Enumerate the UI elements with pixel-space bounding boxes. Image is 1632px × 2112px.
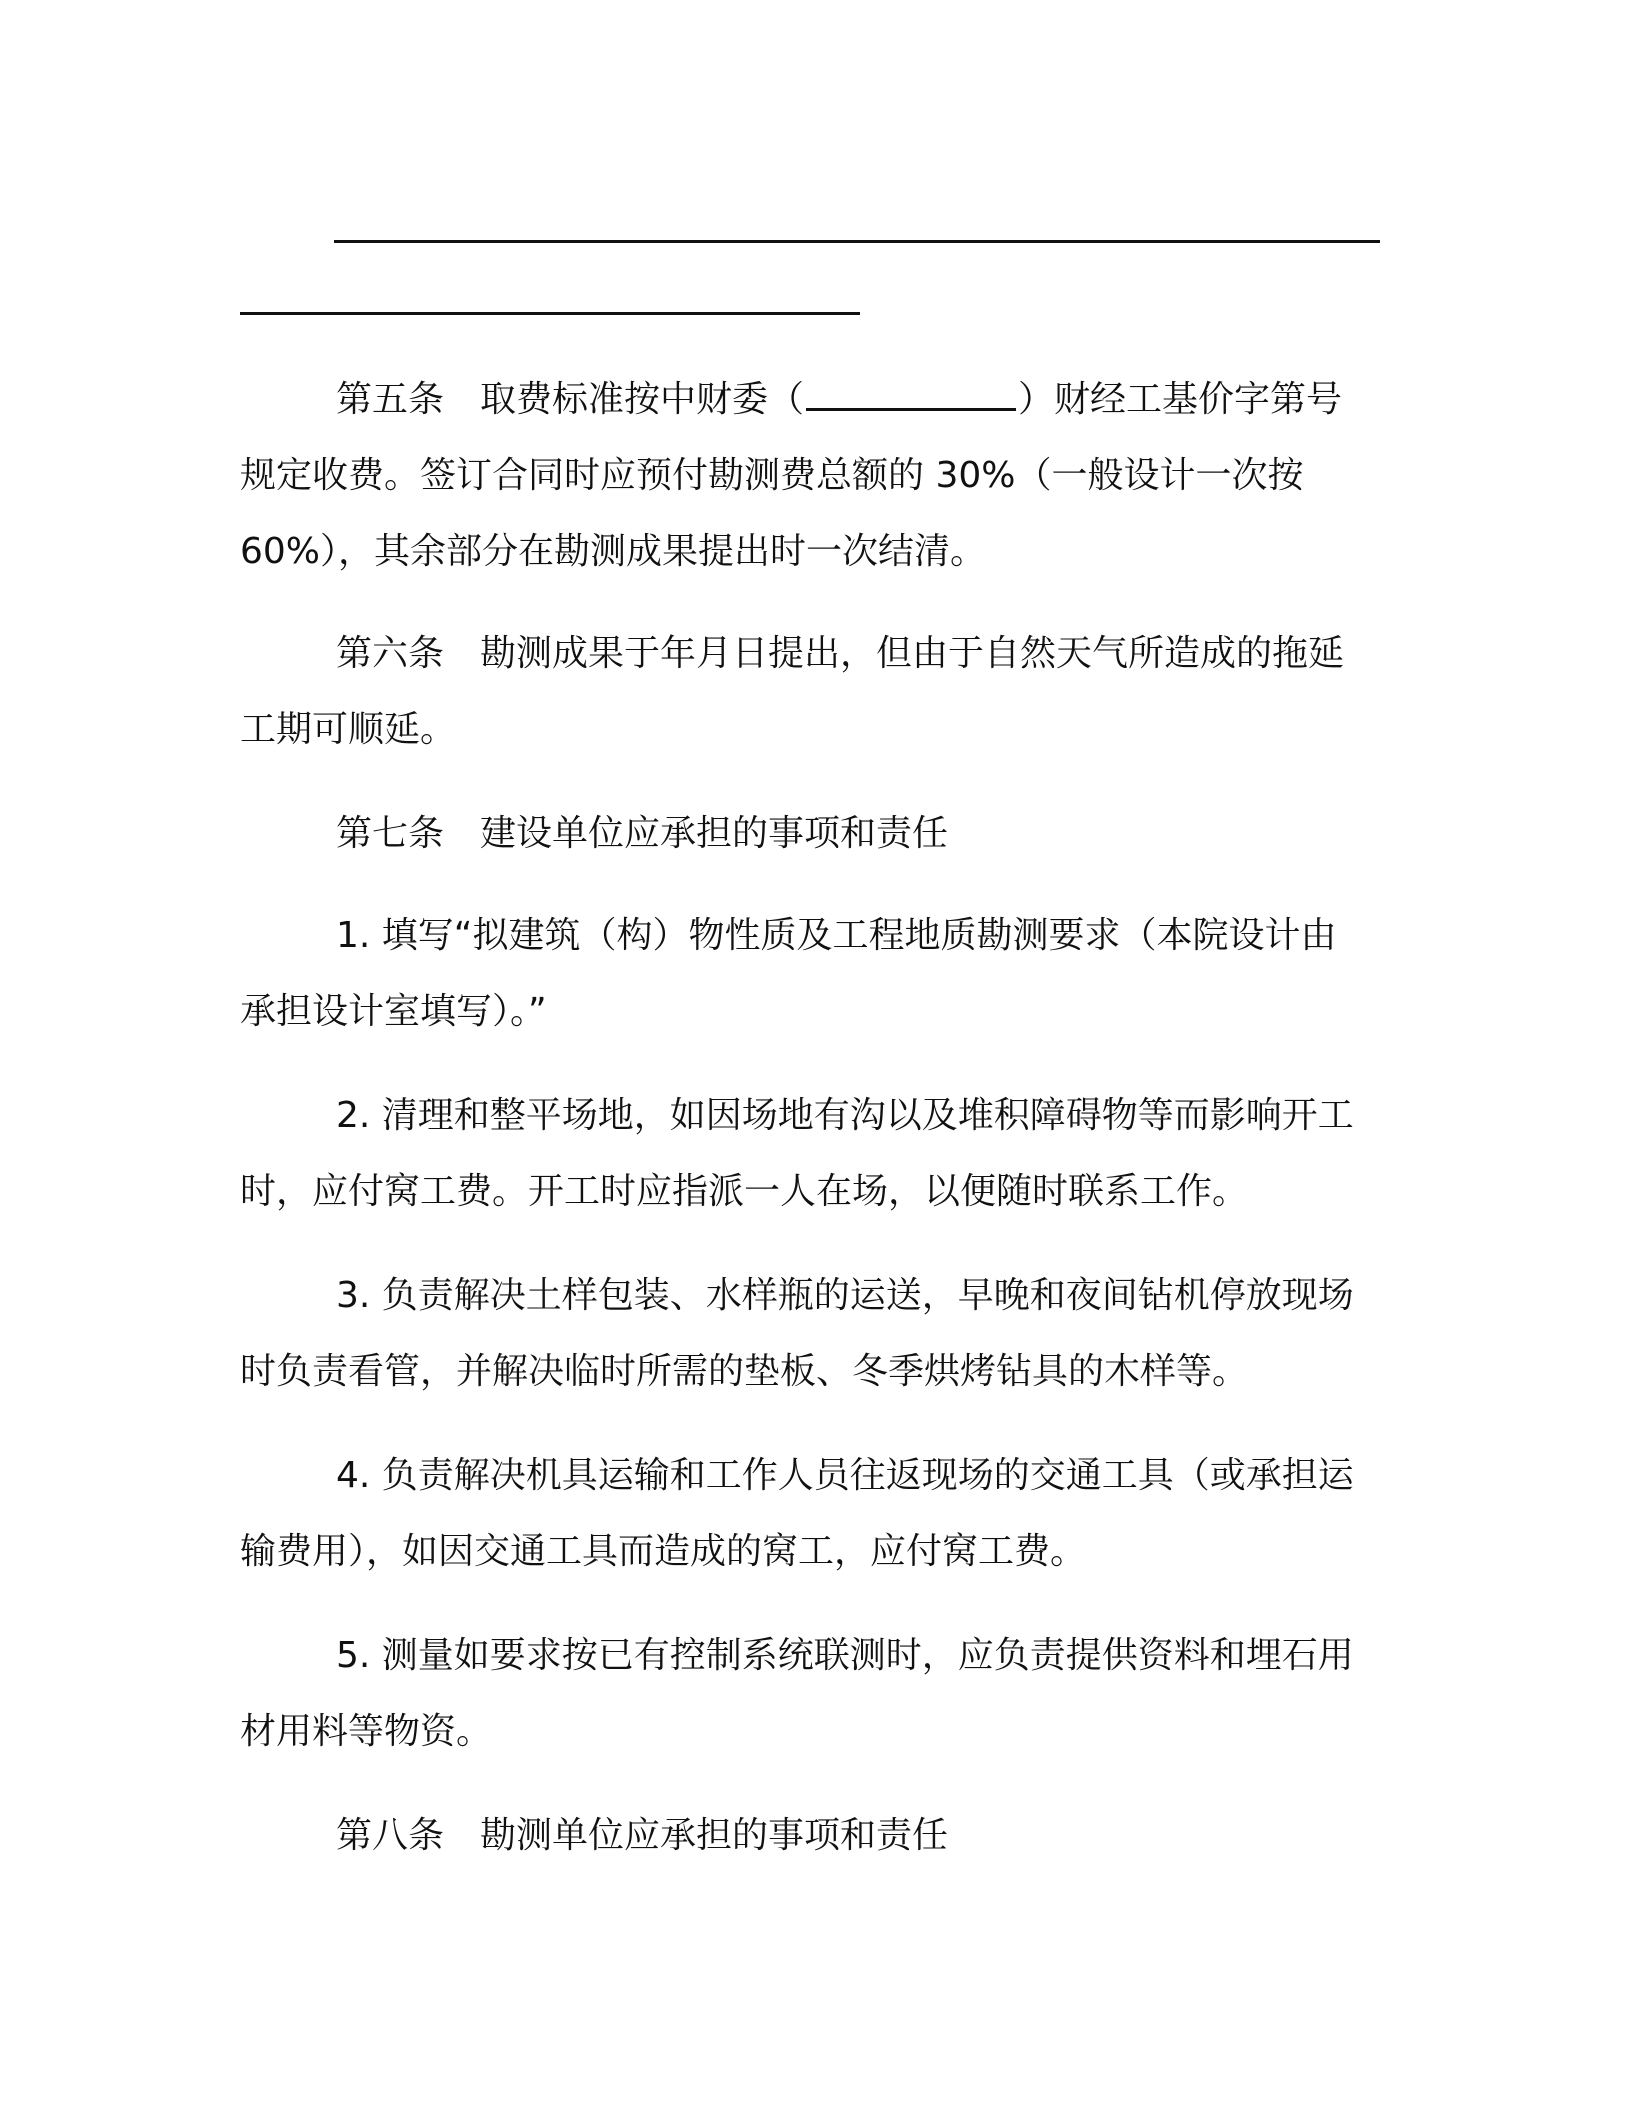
article-6-line-2: 工期可顺延。 (240, 709, 457, 750)
item-4-line-2: 输费用），如因交通工具而造成的窝工，应付窝工费。 (240, 1531, 1087, 1572)
article-5-text-b: ）财经工基价字第号 (1018, 379, 1343, 420)
article-6-text: 勘测成果于年月日提出，但由于自然天气所造成的拖延 (480, 633, 1345, 674)
article-7-heading (336, 810, 1380, 858)
blank-rule-2 (240, 312, 860, 315)
article-5-line-2: 规定收费。签订合同时应预付勘测费总额的 30%（一般设计一次按 (240, 455, 1304, 496)
item-1-line-2: 承担设计室填写）。” (240, 991, 547, 1032)
article-8-heading (336, 1812, 1380, 1860)
article-5-text-a: 取费标准按中财委（ (480, 379, 805, 420)
item-2-line-2: 时，应付窝工费。开工时应指派一人在场，以便随时联系工作。 (240, 1171, 1249, 1212)
item-5-line-1: 5. 测量如要求按已有控制系统联测时，应负责提供资料和埋石用 (336, 1635, 1354, 1676)
article-7-title: 建设单位应承担的事项和责任 (480, 813, 949, 854)
article-5-line-1 (336, 376, 1380, 424)
item-4-line-1: 4. 负责解决机具运输和工作人员往返现场的交通工具（或承担运 (336, 1455, 1354, 1496)
article-5-number: 第五条 (336, 379, 445, 420)
blank-rule-1 (334, 240, 1380, 243)
fill-in-blank (806, 378, 1016, 411)
item-1-line-1: 1. 填写“拟建筑（构）物性质及工程地质勘测要求（本院设计由 (336, 915, 1337, 956)
item-3-line-2: 时负责看管，并解决临时所需的垫板、冬季烘烤钻具的木样等。 (240, 1351, 1249, 1392)
article-7-number: 第七条 (336, 813, 445, 854)
article-8-number: 第八条 (336, 1815, 445, 1856)
item-3-line-1: 3. 负责解决土样包装、水样瓶的运送，早晚和夜间钻机停放现场 (336, 1275, 1354, 1316)
item-2-line-1: 2. 清理和整平场地，如因场地有沟以及堆积障碍物等而影响开工 (336, 1095, 1354, 1136)
article-6-number: 第六条 (336, 633, 445, 674)
article-6-line-1 (336, 630, 1380, 678)
article-8-title: 勘测单位应承担的事项和责任 (480, 1815, 949, 1856)
article-5-line-3: 60%），其余部分在勘测成果提出时一次结清。 (240, 531, 987, 572)
item-5-line-2: 材用料等物资。 (240, 1711, 493, 1752)
